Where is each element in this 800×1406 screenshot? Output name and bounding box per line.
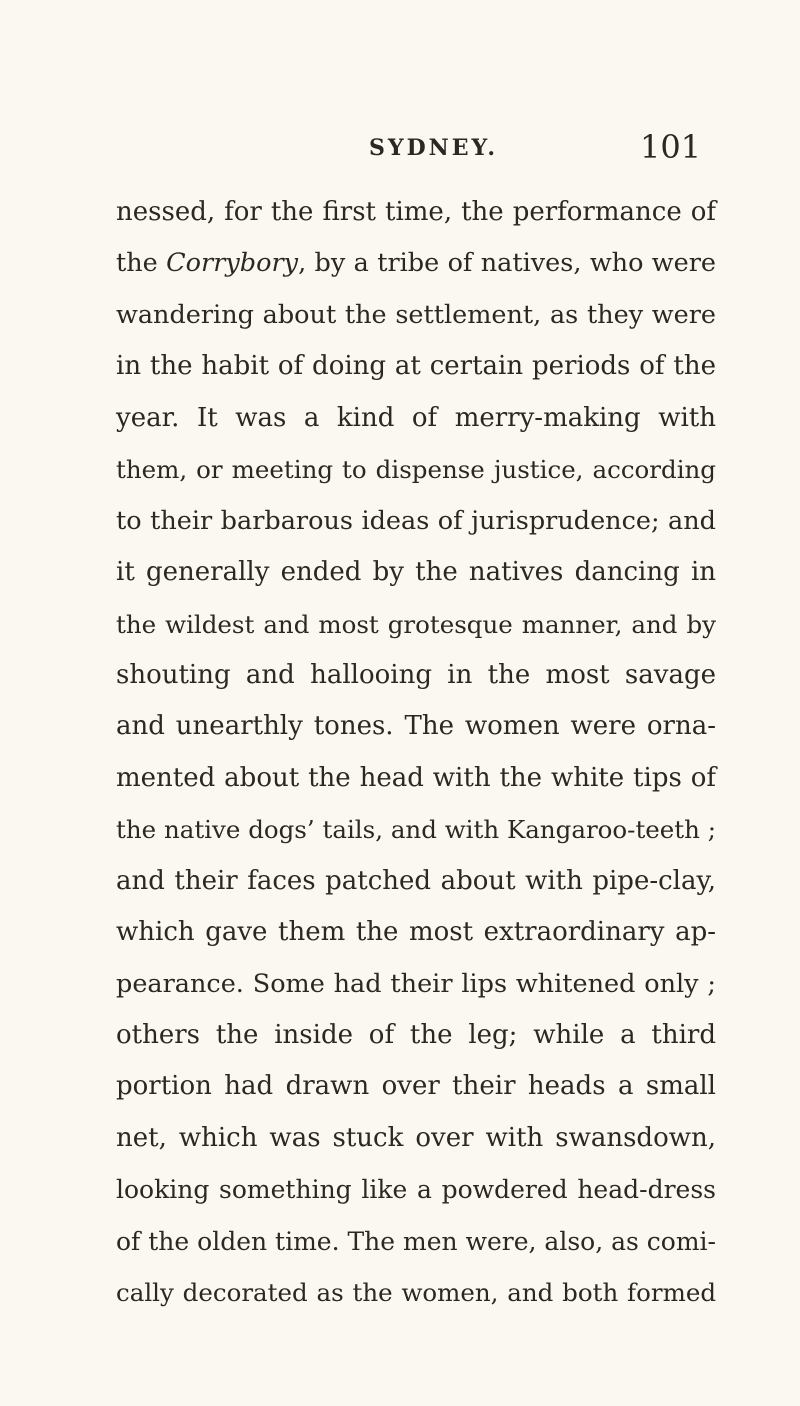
text-line-22: cally decorated as the women, and both formed	[116, 1278, 716, 1308]
body-text	[116, 187, 716, 1319]
corrybory-italic: Corrybory	[166, 248, 299, 279]
text-line-2-start: the	[116, 248, 167, 279]
text-line-12: mented about the head with the white tips of	[116, 762, 716, 793]
text-line-16: pearance. Some had their lips whitened only ;	[116, 968, 716, 999]
text-line-20: looking something like a powdered head-dress	[116, 1175, 716, 1205]
text-line-2	[116, 238, 716, 289]
running-head: SYDNEY.	[369, 135, 499, 161]
text-line-9: the wildest and most grotesque manner, and by	[116, 609, 716, 639]
text-line-6: them, or meeting to dispense justice, according	[116, 455, 716, 485]
text-line-11: and unearthly tones. The women were orna-	[116, 711, 716, 742]
text-line-10: shouting and hallooing in the most savage	[116, 659, 716, 690]
text-line-7: to their barbarous ideas of jurisprudence; and	[116, 505, 716, 536]
text-line-1: nessed, for the first time, the performance of	[116, 197, 716, 227]
text-line-3: wandering about the settlement, as they were	[116, 299, 716, 330]
text-line-2-end: , by a tribe of natives, who were	[298, 248, 717, 279]
text-line-4: in the habit of doing at certain periods of the	[116, 351, 716, 382]
text-line-5: year. It was a kind of merry-making with	[116, 402, 716, 433]
text-line-17: others the inside of the leg; while a third	[116, 1020, 716, 1050]
text-line-18: portion had drawn over their heads a small	[116, 1071, 716, 1102]
text-line-13: the native dogs’ tails, and with Kangaroo-teeth ;	[116, 815, 716, 845]
text-line-14: and their faces patched about with pipe-clay,	[116, 865, 716, 896]
text-line-19: net, which was stuck over with swansdown,	[116, 1122, 716, 1153]
text-line-8: it generally ended by the natives dancing in	[116, 557, 716, 588]
page-number: 101	[640, 128, 702, 166]
text-line-21: of the olden time. The men were, also, as comi-	[116, 1226, 716, 1256]
text-line-15: which gave them the most extraordinary ap-	[116, 917, 716, 948]
